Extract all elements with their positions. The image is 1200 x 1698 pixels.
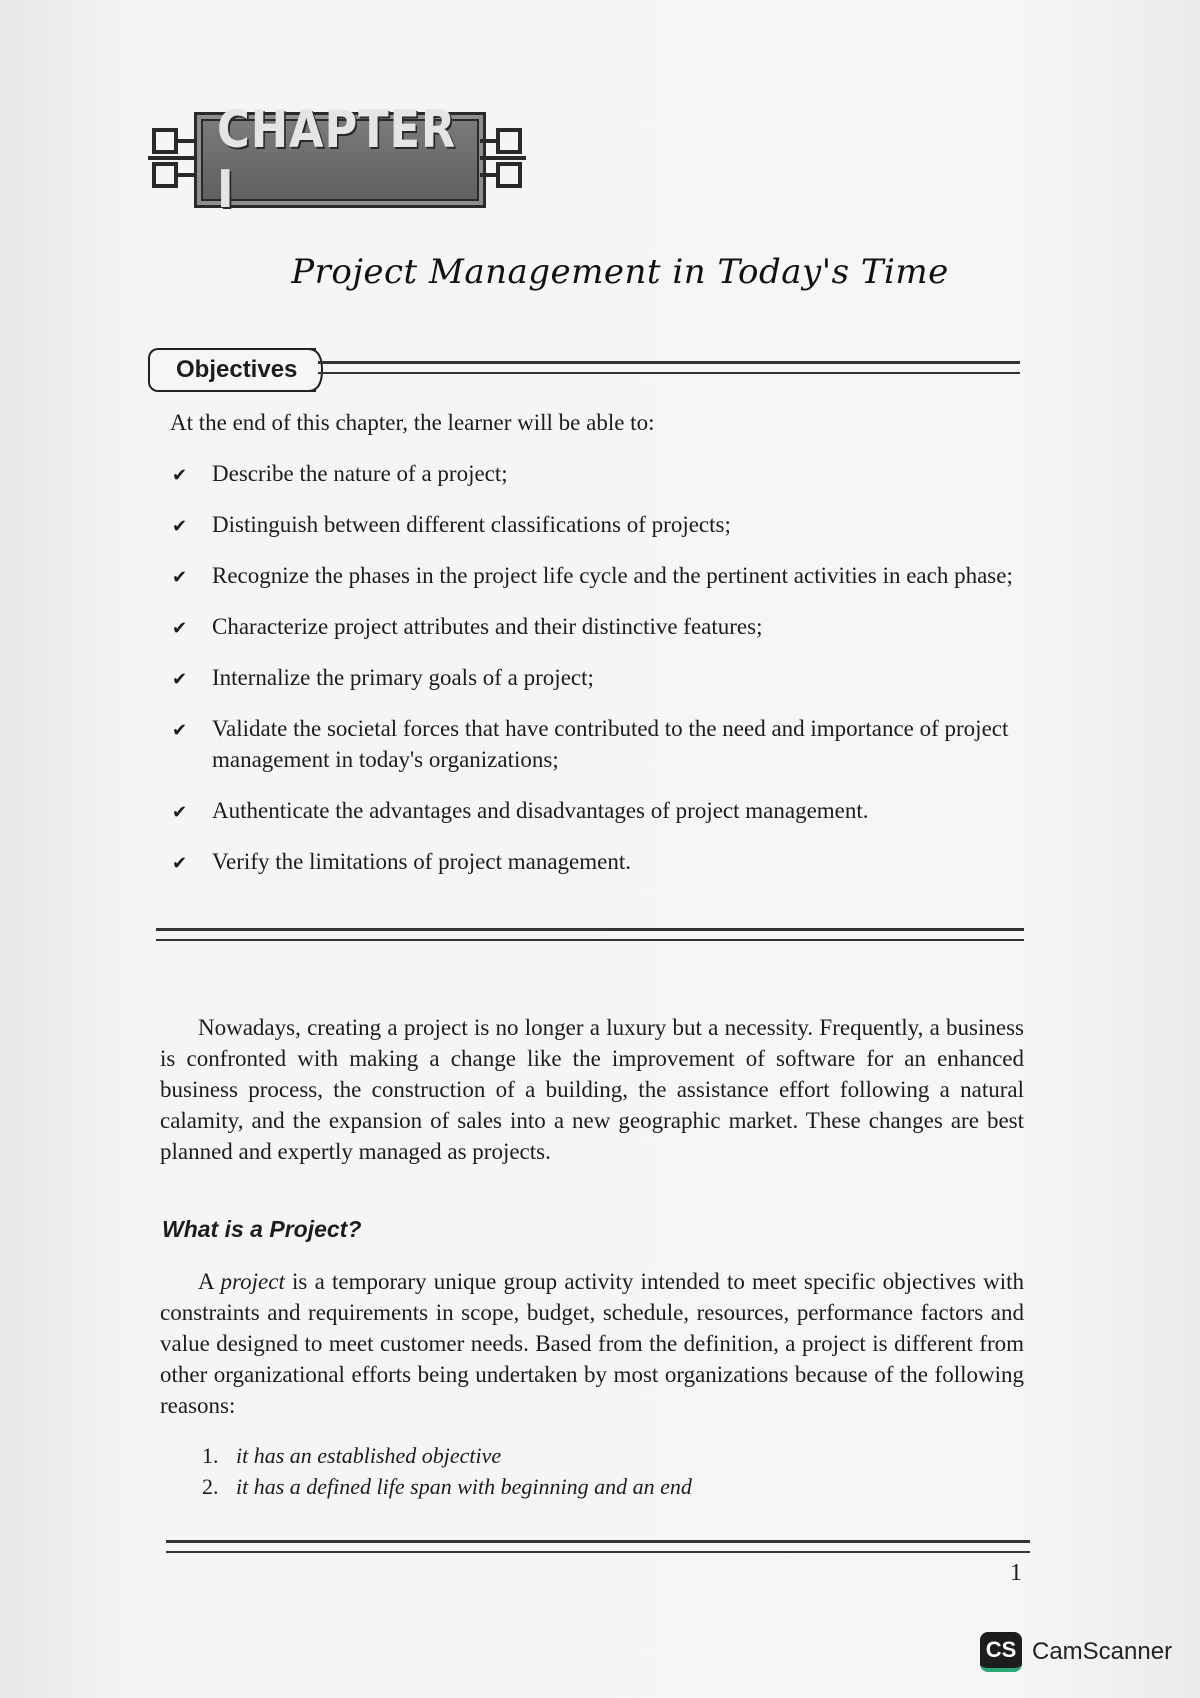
reasons-list <box>202 1440 692 1502</box>
checkmark-icon: ✔ <box>172 618 188 639</box>
page-number: 1 <box>1010 1560 1022 1586</box>
objective-item: ✔ Validate the societal forces that have contributed to the need and importance of project management in today's organizations; <box>172 716 1009 772</box>
objective-item: ✔ Characterize project attributes and their distinctive features; <box>170 611 1030 642</box>
objectives-rule <box>318 361 1020 374</box>
checkmark-icon: ✔ <box>172 567 188 588</box>
objectives-intro: At the end of this chapter, the learner will be able to: <box>170 410 655 435</box>
checkmark-icon: ✔ <box>172 465 188 486</box>
objective-item: ✔ Describe the nature of a project; <box>170 458 1030 489</box>
checkmark-icon: ✔ <box>172 669 188 690</box>
chapter-title: Project Management in Today's Time <box>291 252 949 292</box>
checkmark-icon: ✔ <box>172 516 188 537</box>
camscanner-name: CamScanner <box>1032 1638 1173 1665</box>
objectives-bottom-rule <box>156 928 1024 941</box>
camscanner-logo-icon: CS <box>980 1632 1022 1672</box>
section-heading: What is a Project? <box>162 1216 362 1242</box>
chapter-banner <box>148 100 528 220</box>
footer-rule <box>166 1540 1030 1553</box>
ornament-knot-left-icon <box>148 124 194 192</box>
objective-item: ✔ Verify the limitations of project management. <box>170 846 1030 877</box>
objectives-tab <box>148 348 316 392</box>
checkmark-icon: ✔ <box>172 720 188 741</box>
camscanner-watermark <box>980 1632 1172 1672</box>
objective-item: ✔ Authenticate the advantages and disadvantages of project management. <box>170 795 1030 826</box>
defined-term: project <box>220 1269 285 1294</box>
reason-item: 1. it has an established objective <box>202 1443 502 1468</box>
objective-item: ✔ Recognize the phases in the project life cycle and the pertinent activities in each phase; <box>170 560 1030 591</box>
chapter-label-box <box>194 100 486 220</box>
checkmark-icon: ✔ <box>172 853 188 874</box>
objective-item: ✔ Internalize the primary goals of a project; <box>170 662 1030 693</box>
objectives-tab-label: Objectives <box>176 356 298 383</box>
reason-item: 2. it has a defined life span with beginning and an end <box>202 1474 692 1499</box>
definition-paragraph: A project is a temporary unique group activity intended to meet specific objectives with constraints and requirements in scope, budget, schedule, resources, performance factors and value designed to meet customer needs. Based from the definition, a project is different from other organizational efforts being undertaken by most organizations because of the following reasons: <box>160 1269 1024 1418</box>
checkmark-icon: ✔ <box>172 802 188 823</box>
objectives-list <box>170 458 1030 877</box>
ornament-knot-right-icon <box>480 124 526 192</box>
objective-item: ✔ Distinguish between different classifications of projects; <box>170 509 1030 540</box>
chapter-label: CHAPTER I <box>217 100 457 220</box>
intro-paragraph: Nowadays, creating a project is no longer a luxury but a necessity. Frequently, a business is confronted with making a change like the improvement of software for an enhanced business process, the construction of a building, the assistance effort following a natural calamity, and the expansion of sales into a new geographic market. These changes are best planned and expertly managed as projects. <box>160 1015 1024 1164</box>
